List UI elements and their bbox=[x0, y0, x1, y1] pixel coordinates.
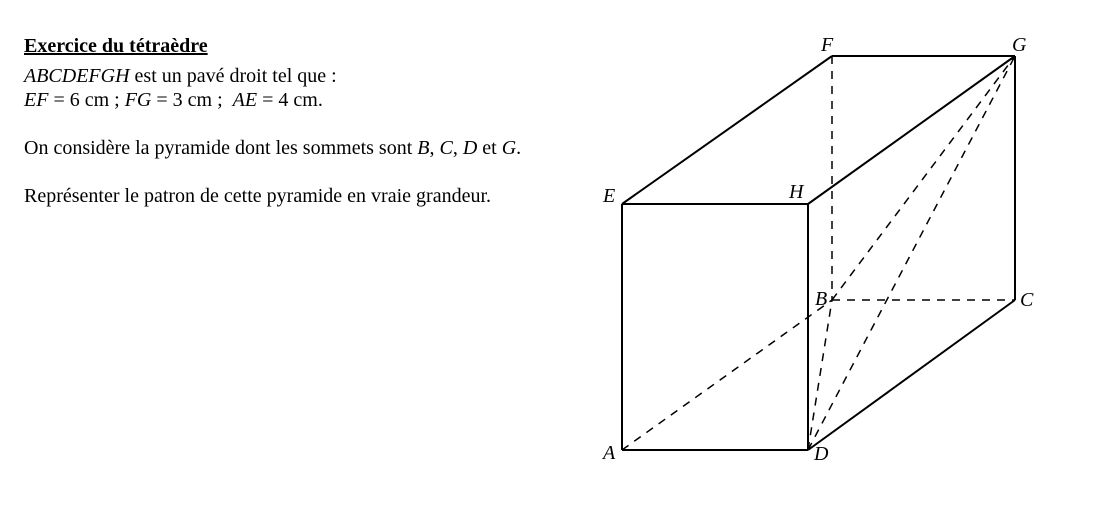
exercise-title: Exercice du tétraèdre bbox=[24, 35, 208, 57]
edge-bg bbox=[832, 56, 1015, 300]
vertex-label-e: E bbox=[603, 185, 616, 207]
visible-edges bbox=[622, 56, 1015, 450]
segment-fg: FG bbox=[124, 89, 152, 111]
pyramid-line-start: On considère la pyramide dont les sommets sont bbox=[24, 137, 418, 159]
segment-ae: AE bbox=[232, 89, 258, 111]
ef-value: = 6 cm ; bbox=[48, 89, 125, 111]
segment-ef: EF bbox=[24, 89, 49, 111]
ae-value: = 4 cm. bbox=[257, 89, 323, 111]
vertex-label-c: C bbox=[1020, 289, 1034, 311]
vertex-c-text: C bbox=[439, 137, 453, 159]
vertex-d-text: D bbox=[462, 137, 478, 159]
edge-dc bbox=[808, 300, 1015, 450]
edge-hg bbox=[808, 56, 1015, 204]
edge-ab bbox=[622, 300, 832, 450]
vertex-label-h: H bbox=[789, 181, 804, 203]
vertex-label-g: G bbox=[1012, 34, 1027, 56]
fg-value: = 3 cm ; bbox=[151, 89, 233, 111]
separator: , bbox=[429, 137, 440, 159]
statement-line-1-rest: est un pavé droit tel que : bbox=[129, 65, 337, 87]
conjunction: et bbox=[477, 137, 502, 159]
instruction-line: Représenter le patron de cette pyramide en vraie grandeur. bbox=[24, 185, 492, 207]
vertex-label-b: B bbox=[815, 288, 828, 310]
vertex-label-f: F bbox=[821, 34, 834, 56]
separator: , bbox=[452, 137, 463, 159]
vertex-b-text: B bbox=[417, 137, 430, 159]
vertex-label-a: A bbox=[603, 442, 616, 464]
period: . bbox=[516, 137, 522, 159]
hidden-edges bbox=[622, 56, 1015, 450]
vertex-g-text: G bbox=[501, 137, 517, 159]
vertex-label-d: D bbox=[814, 443, 829, 465]
edge-db bbox=[808, 300, 832, 450]
edge-dg bbox=[808, 56, 1015, 450]
solid-name: ABCDEFGH bbox=[24, 65, 130, 87]
